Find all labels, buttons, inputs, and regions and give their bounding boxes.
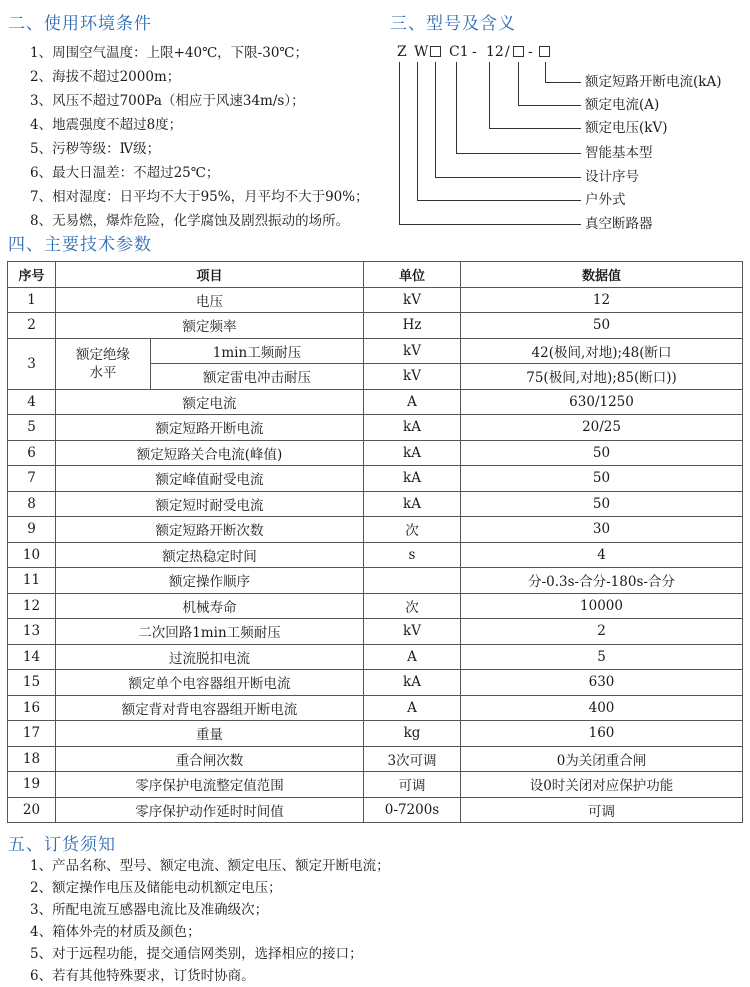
cell-no: 12	[8, 593, 56, 619]
cell-no: 14	[8, 644, 56, 670]
cell-no: 17	[8, 721, 56, 747]
section-title-ordering: 五、订货须知	[8, 835, 116, 855]
table-row	[8, 466, 743, 492]
cell-no: 16	[8, 695, 56, 721]
table-row	[8, 542, 743, 568]
cell-item: 1min工频耐压	[151, 338, 364, 364]
code-box-2	[513, 46, 524, 57]
table-row	[8, 644, 743, 670]
list-item: 7、相对湿度：日平均不大于95%，月平均不大于90%；	[30, 189, 369, 205]
code-c1: C1	[449, 44, 469, 60]
list-item: 2、额定操作电压及储能电动机额定电压；	[30, 880, 282, 896]
cell-item: 额定背对背电容器组开断电流	[56, 695, 364, 721]
table-header	[8, 262, 743, 288]
cell-unit: Hz	[364, 313, 461, 339]
cell-value: 2	[461, 619, 743, 645]
cell-item: 额定热稳定时间	[56, 542, 364, 568]
header-unit: 单位	[364, 262, 461, 288]
cell-value: 0为关闭重合闸	[461, 746, 743, 772]
cell-value: 630	[461, 670, 743, 696]
code-dash-2: -	[528, 44, 533, 60]
cell-value: 75(极间,对地);85(断口))	[461, 364, 743, 390]
table-row	[8, 313, 743, 339]
cell-unit: 3次可调	[364, 746, 461, 772]
table-row	[8, 415, 743, 441]
code-slash: /	[505, 44, 510, 60]
cell-unit: A	[364, 389, 461, 415]
model-label: 真空断路器	[585, 216, 653, 232]
cell-item: 过流脱扣电流	[56, 644, 364, 670]
cell-unit: s	[364, 542, 461, 568]
list-item: 6、若有其他特殊要求，订货时协商。	[30, 968, 255, 984]
cell-value: 20/25	[461, 415, 743, 441]
cell-no: 7	[8, 466, 56, 492]
cell-value: 50	[461, 440, 743, 466]
cell-unit: kA	[364, 466, 461, 492]
list-item: 4、箱体外壳的材质及颜色；	[30, 924, 201, 940]
list-item: 1、产品名称、型号、额定电流、额定电压、额定开断电流；	[30, 858, 390, 874]
cell-unit: A	[364, 644, 461, 670]
cell-item: 额定短时耐受电流	[56, 491, 364, 517]
model-label: 额定短路开断电流(kA)	[585, 74, 722, 90]
table-row	[8, 389, 743, 415]
code-voltage: 12	[486, 44, 504, 60]
list-item: 8、无易燃，爆炸危险，化学腐蚀及剧烈振动的场所。	[30, 213, 350, 229]
model-label: 额定电流(A)	[585, 97, 660, 113]
cell-unit: kV	[364, 287, 461, 313]
cell-no: 4	[8, 389, 56, 415]
cell-no: 9	[8, 517, 56, 543]
model-label: 设计序号	[585, 169, 639, 185]
code-z: Z	[397, 44, 407, 60]
cell-unit: 0-7200s	[364, 797, 461, 823]
code-w: W	[414, 44, 429, 60]
header-value: 数据值	[461, 262, 743, 288]
cell-unit: kA	[364, 670, 461, 696]
cell-value: 可调	[461, 797, 743, 823]
cell-item: 零序保护电流整定值范围	[56, 772, 364, 798]
table-row	[8, 338, 743, 364]
cell-value: 160	[461, 721, 743, 747]
section-title-specs: 四、主要技术参数	[8, 235, 152, 255]
table-row	[8, 517, 743, 543]
cell-unit: kV	[364, 364, 461, 390]
cell-value: 630/1250	[461, 389, 743, 415]
cell-item: 电压	[56, 287, 364, 313]
code-box-3	[539, 46, 550, 57]
table-row	[8, 568, 743, 594]
table-row	[8, 772, 743, 798]
list-item: 6、最大日温差：不超过25℃；	[30, 165, 220, 181]
cell-unit: kA	[364, 491, 461, 517]
list-item: 3、风压不超过700Pa（相应于风速34m/s）；	[30, 93, 305, 109]
cell-unit: 次	[364, 517, 461, 543]
cell-no: 19	[8, 772, 56, 798]
spec-table	[7, 261, 743, 823]
cell-value: 50	[461, 491, 743, 517]
section-title-model: 三、型号及含义	[390, 14, 516, 34]
cell-value: 50	[461, 313, 743, 339]
cell-item: 额定短路开断电流	[56, 415, 364, 441]
cell-item: 额定短路关合电流(峰值)	[56, 440, 364, 466]
cell-no: 5	[8, 415, 56, 441]
cell-unit	[364, 568, 461, 594]
header-no: 序号	[8, 262, 56, 288]
cell-no: 10	[8, 542, 56, 568]
cell-item: 额定雷电冲击耐压	[151, 364, 364, 390]
cell-value: 42(极间,对地);48(断口	[461, 338, 743, 364]
cell-value: 5	[461, 644, 743, 670]
list-item: 3、所配电流互感器电流比及准确级次；	[30, 902, 269, 918]
cell-item: 额定操作顺序	[56, 568, 364, 594]
list-item: 1、周围空气温度：上限+40℃，下限-30℃；	[30, 45, 309, 61]
table-row	[8, 695, 743, 721]
section-title-environment: 二、使用环境条件	[8, 14, 152, 34]
list-item: 5、污秽等级：Ⅳ级；	[30, 141, 161, 157]
cell-item: 零序保护动作延时时间值	[56, 797, 364, 823]
table-row	[8, 593, 743, 619]
cell-value: 10000	[461, 593, 743, 619]
cell-no: 18	[8, 746, 56, 772]
cell-no: 11	[8, 568, 56, 594]
table-row	[8, 746, 743, 772]
cell-item: 额定短路开断次数	[56, 517, 364, 543]
table-row	[8, 797, 743, 823]
header-item: 项目	[56, 262, 364, 288]
cell-unit: A	[364, 695, 461, 721]
cell-item: 额定频率	[56, 313, 364, 339]
cell-item: 二次回路1min工频耐压	[56, 619, 364, 645]
cell-no: 2	[8, 313, 56, 339]
cell-no: 6	[8, 440, 56, 466]
cell-group: 额定绝缘水平	[56, 338, 151, 389]
table-row	[8, 287, 743, 313]
cell-item: 机械寿命	[56, 593, 364, 619]
model-label: 户外式	[585, 192, 626, 208]
cell-value: 12	[461, 287, 743, 313]
table-row	[8, 491, 743, 517]
cell-item: 重量	[56, 721, 364, 747]
table-row	[8, 619, 743, 645]
cell-value: 设0时关闭对应保护功能	[461, 772, 743, 798]
cell-item: 额定峰值耐受电流	[56, 466, 364, 492]
list-item: 5、对于远程功能，提交通信网类别，选择相应的接口；	[30, 946, 363, 962]
cell-no: 20	[8, 797, 56, 823]
cell-unit: 次	[364, 593, 461, 619]
cell-unit: kA	[364, 415, 461, 441]
cell-no: 13	[8, 619, 56, 645]
table-row	[8, 440, 743, 466]
cell-value: 30	[461, 517, 743, 543]
cell-no: 3	[8, 338, 56, 389]
cell-value: 400	[461, 695, 743, 721]
table-row	[8, 670, 743, 696]
code-dash-1: -	[472, 44, 477, 60]
list-item: 2、海拔不超过2000m；	[30, 69, 181, 85]
cell-no: 15	[8, 670, 56, 696]
cell-item: 额定单个电容器组开断电流	[56, 670, 364, 696]
cell-no: 8	[8, 491, 56, 517]
cell-no: 1	[8, 287, 56, 313]
cell-value: 4	[461, 542, 743, 568]
code-box-1	[430, 46, 441, 57]
cell-unit: kA	[364, 440, 461, 466]
cell-unit: 可调	[364, 772, 461, 798]
cell-value: 50	[461, 466, 743, 492]
cell-item: 重合闸次数	[56, 746, 364, 772]
cell-item: 额定电流	[56, 389, 364, 415]
cell-value: 分-0.3s-合分-180s-合分	[461, 568, 743, 594]
table-row	[8, 721, 743, 747]
model-label: 智能基本型	[585, 145, 653, 161]
model-label: 额定电压(kV)	[585, 120, 668, 136]
list-item: 4、地震强度不超过8度；	[30, 117, 183, 133]
cell-unit: kV	[364, 338, 461, 364]
cell-unit: kV	[364, 619, 461, 645]
cell-unit: kg	[364, 721, 461, 747]
